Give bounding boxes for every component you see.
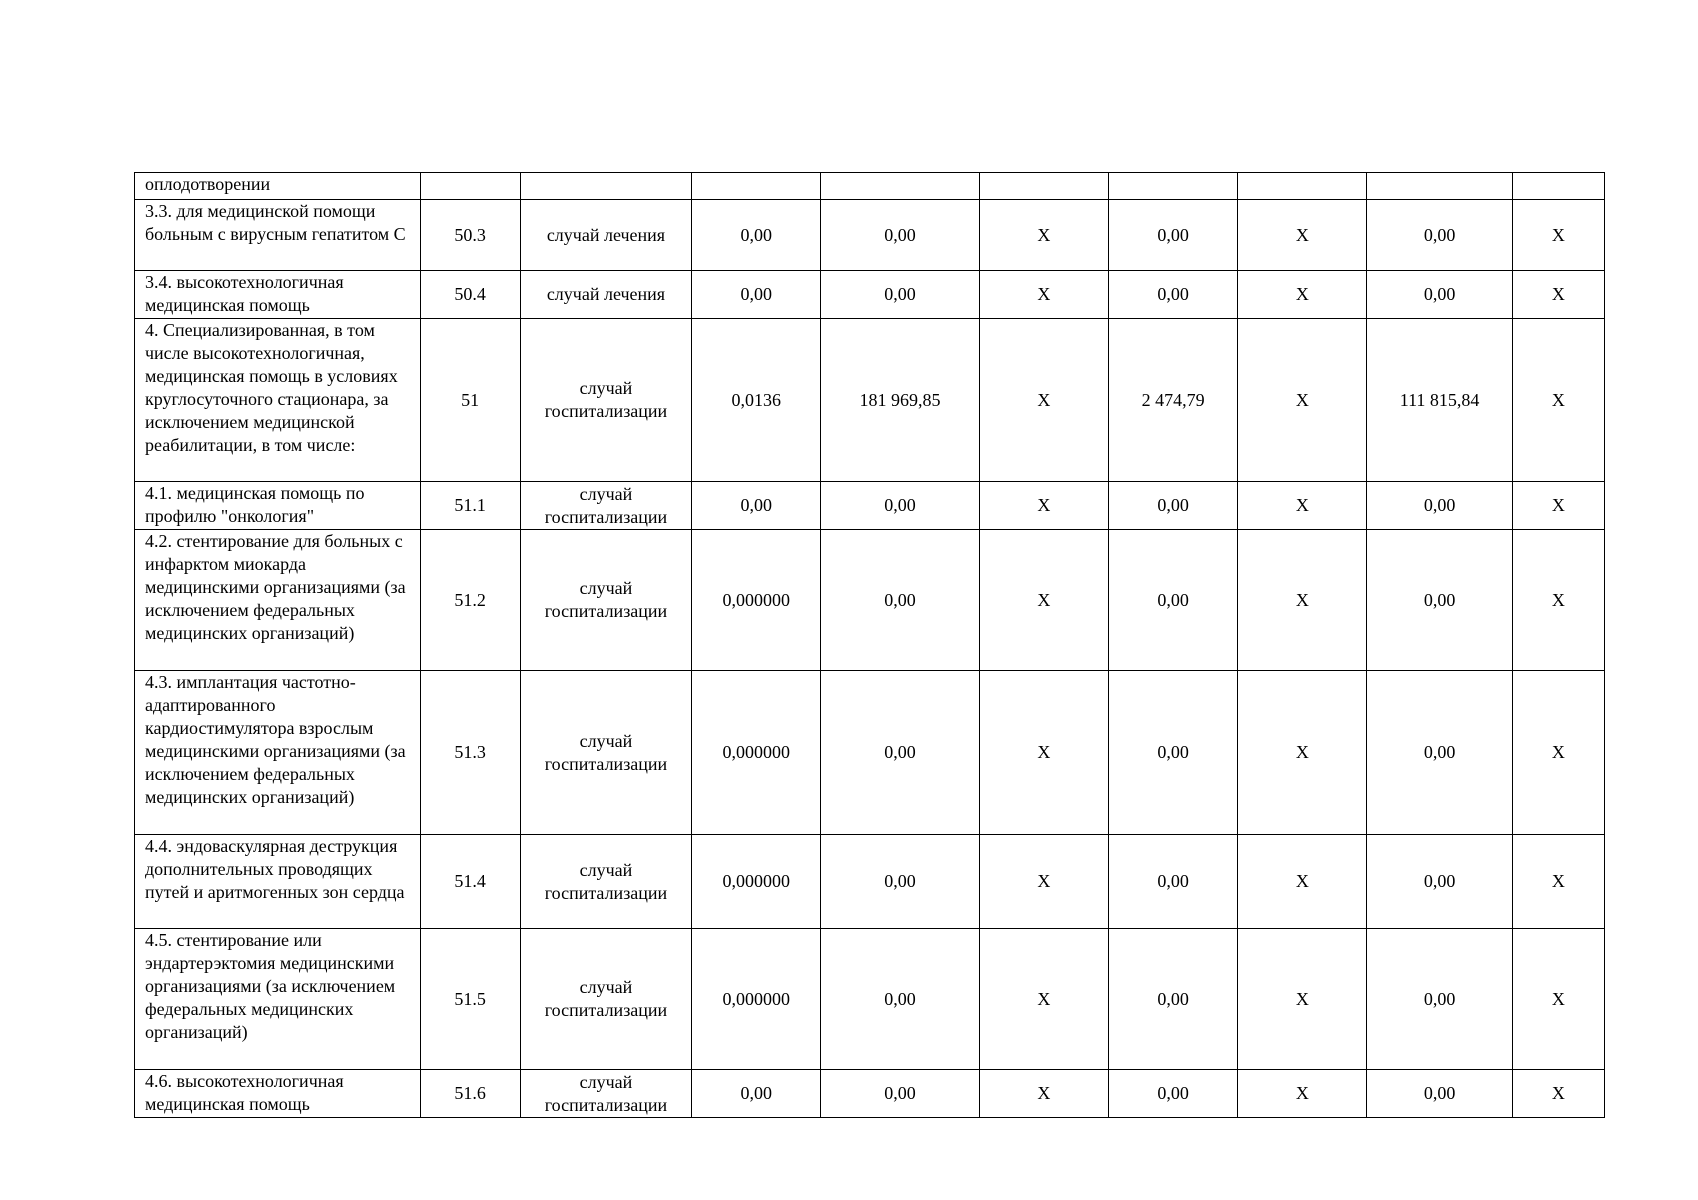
row-x-cell: Х <box>979 671 1108 835</box>
medical-care-table <box>134 172 1605 1118</box>
row-value-cell: 0,00 <box>1108 1070 1237 1118</box>
table-row <box>135 319 1605 482</box>
row-value-cell: 0,0136 <box>692 319 821 482</box>
row-value-cell: 0,00 <box>821 271 979 319</box>
row-x-cell: Х <box>1512 319 1604 482</box>
table-row <box>135 530 1605 671</box>
row-x-cell <box>1512 173 1604 200</box>
row-x-cell: Х <box>1238 1070 1367 1118</box>
table-row <box>135 271 1605 319</box>
row-value-cell: 0,00 <box>821 1070 979 1118</box>
row-value-cell: 111 815,84 <box>1367 319 1512 482</box>
row-value-cell: 0,00 <box>1367 1070 1512 1118</box>
row-value-cell: 0,000000 <box>692 530 821 671</box>
row-value-cell: 0,00 <box>1108 200 1237 271</box>
row-x-cell: Х <box>1512 200 1604 271</box>
row-value-cell <box>692 173 821 200</box>
row-code-cell: 51.1 <box>420 482 520 530</box>
row-code-cell <box>420 173 520 200</box>
row-value-cell <box>1108 173 1237 200</box>
row-value-cell: 181 969,85 <box>821 319 979 482</box>
row-x-cell: Х <box>1238 530 1367 671</box>
row-name-cell: 3.3. для медицинской помощи больным с вирусным гепатитом С <box>135 200 421 271</box>
row-x-cell: Х <box>1512 1070 1604 1118</box>
row-value-cell: 0,00 <box>1367 530 1512 671</box>
row-value-cell: 0,00 <box>1367 271 1512 319</box>
row-x-cell: Х <box>1512 671 1604 835</box>
row-code-cell: 51.4 <box>420 835 520 929</box>
table-row <box>135 200 1605 271</box>
row-x-cell: Х <box>979 271 1108 319</box>
row-name-cell: 4.4. эндоваскулярная деструкция дополнительных проводящих путей и аритмогенных зон сердца <box>135 835 421 929</box>
row-value-cell: 0,00 <box>1108 671 1237 835</box>
row-value-cell: 0,00 <box>1367 671 1512 835</box>
row-value-cell: 0,00 <box>692 1070 821 1118</box>
row-unit-cell: случай госпитализации <box>520 482 691 530</box>
row-x-cell: Х <box>1238 319 1367 482</box>
table-row <box>135 929 1605 1070</box>
row-name-cell: 4.6. высокотехнологичная медицинская помощь <box>135 1070 421 1118</box>
row-value-cell: 0,00 <box>1108 929 1237 1070</box>
row-unit-cell: случай госпитализации <box>520 835 691 929</box>
row-value-cell: 0,00 <box>1367 929 1512 1070</box>
row-x-cell: Х <box>1238 671 1367 835</box>
row-value-cell: 0,00 <box>1367 482 1512 530</box>
row-value-cell <box>821 173 979 200</box>
row-x-cell: Х <box>1238 482 1367 530</box>
table-row <box>135 835 1605 929</box>
table-body <box>135 173 1605 1118</box>
row-code-cell: 51 <box>420 319 520 482</box>
row-x-cell: Х <box>979 319 1108 482</box>
row-value-cell: 0,00 <box>821 200 979 271</box>
row-x-cell: Х <box>1512 482 1604 530</box>
row-unit-cell: случай госпитализации <box>520 671 691 835</box>
row-unit-cell: случай лечения <box>520 200 691 271</box>
row-value-cell: 0,000000 <box>692 671 821 835</box>
row-x-cell <box>979 173 1108 200</box>
row-unit-cell: случай лечения <box>520 271 691 319</box>
row-value-cell: 0,000000 <box>692 835 821 929</box>
row-x-cell: Х <box>1512 271 1604 319</box>
row-unit-cell: случай госпитализации <box>520 319 691 482</box>
row-x-cell: Х <box>1238 929 1367 1070</box>
row-code-cell: 50.4 <box>420 271 520 319</box>
row-x-cell: Х <box>979 929 1108 1070</box>
row-value-cell: 0,00 <box>1108 482 1237 530</box>
row-name-cell: 4.3. имплантация частотно-адаптированного кардиостимулятора взрослым медицинскими организациями (за исключением федеральных медицинских организаций) <box>135 671 421 835</box>
row-value-cell: 0,00 <box>821 929 979 1070</box>
table-row <box>135 482 1605 530</box>
row-x-cell: Х <box>979 835 1108 929</box>
row-x-cell: Х <box>979 530 1108 671</box>
row-x-cell: Х <box>1238 835 1367 929</box>
row-x-cell: Х <box>1512 835 1604 929</box>
table-row <box>135 671 1605 835</box>
row-x-cell: Х <box>1512 929 1604 1070</box>
row-value-cell: 0,00 <box>821 482 979 530</box>
row-value-cell: 0,000000 <box>692 929 821 1070</box>
row-value-cell: 0,00 <box>821 835 979 929</box>
row-value-cell: 0,00 <box>821 530 979 671</box>
row-name-cell: оплодотворении <box>135 173 421 200</box>
row-value-cell: 0,00 <box>1367 835 1512 929</box>
row-code-cell: 51.6 <box>420 1070 520 1118</box>
row-value-cell <box>1367 173 1512 200</box>
row-unit-cell: случай госпитализации <box>520 929 691 1070</box>
row-x-cell <box>1238 173 1367 200</box>
row-name-cell: 4.5. стентирование или эндартерэктомия медицинскими организациями (за исключением федеральных медицинских организаций) <box>135 929 421 1070</box>
row-code-cell: 51.3 <box>420 671 520 835</box>
row-name-cell: 3.4. высокотехнологичная медицинская помощь <box>135 271 421 319</box>
row-unit-cell <box>520 173 691 200</box>
row-name-cell: 4.2. стентирование для больных с инфарктом миокарда медицинскими организациями (за исключением федеральных медицинских организаций) <box>135 530 421 671</box>
row-unit-cell: случай госпитализации <box>520 1070 691 1118</box>
row-name-cell: 4. Специализированная, в том числе высокотехнологичная, медицинская помощь в условиях круглосуточного стационара, за исключением медицинской реабилитации, в том числе: <box>135 319 421 482</box>
row-code-cell: 50.3 <box>420 200 520 271</box>
row-x-cell: Х <box>1238 200 1367 271</box>
row-x-cell: Х <box>1512 530 1604 671</box>
row-value-cell: 0,00 <box>1108 530 1237 671</box>
row-x-cell: Х <box>979 1070 1108 1118</box>
row-x-cell: Х <box>1238 271 1367 319</box>
row-name-cell: 4.1. медицинская помощь по профилю "онкология" <box>135 482 421 530</box>
row-value-cell: 2 474,79 <box>1108 319 1237 482</box>
table-row <box>135 1070 1605 1118</box>
row-value-cell: 0,00 <box>1108 271 1237 319</box>
row-value-cell: 0,00 <box>692 482 821 530</box>
table-row <box>135 173 1605 200</box>
row-value-cell: 0,00 <box>692 200 821 271</box>
row-value-cell: 0,00 <box>821 671 979 835</box>
row-value-cell: 0,00 <box>692 271 821 319</box>
row-value-cell: 0,00 <box>1108 835 1237 929</box>
row-code-cell: 51.5 <box>420 929 520 1070</box>
row-unit-cell: случай госпитализации <box>520 530 691 671</box>
row-code-cell: 51.2 <box>420 530 520 671</box>
row-x-cell: Х <box>979 200 1108 271</box>
row-value-cell: 0,00 <box>1367 200 1512 271</box>
row-x-cell: Х <box>979 482 1108 530</box>
